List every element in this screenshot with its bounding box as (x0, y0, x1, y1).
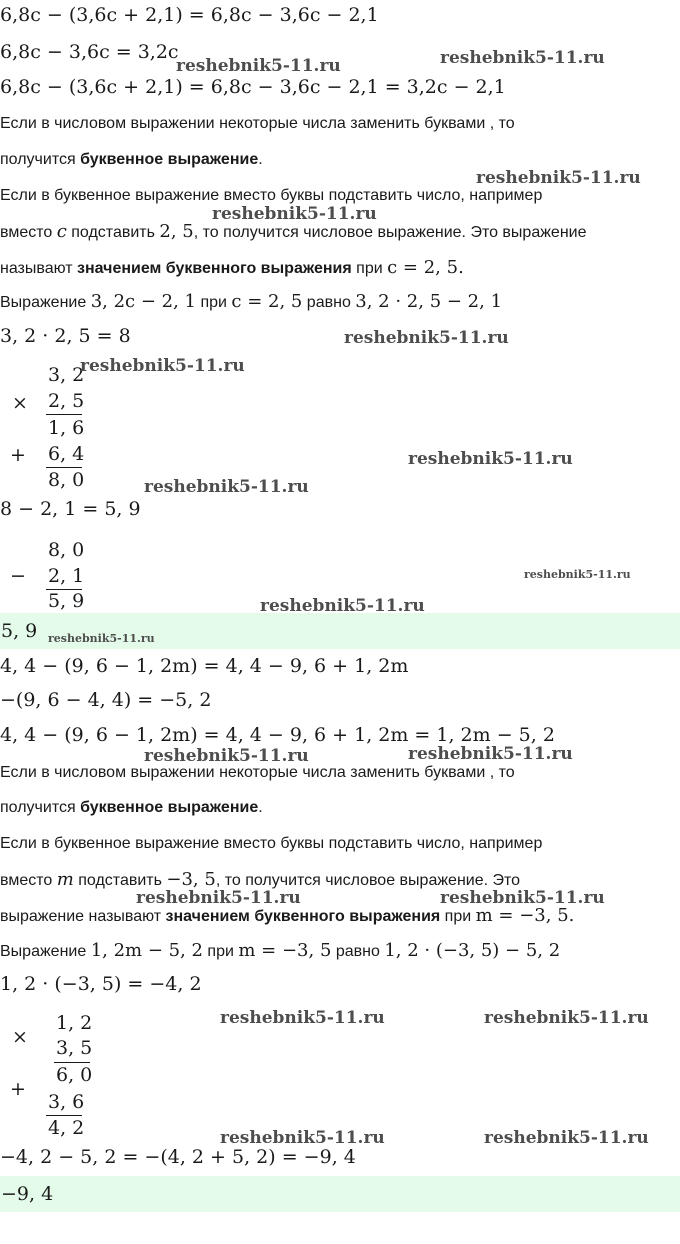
bold-term: значением буквенного выражения (165, 908, 441, 925)
paragraph-line: получится буквенное выражение. (0, 151, 263, 168)
divider-line (54, 1062, 90, 1063)
equation-line: −(9, 6 − 4, 4) = −5, 2 (0, 689, 212, 711)
bold-term: буквенное выражение (80, 799, 259, 816)
watermark: reshebnik5-11.ru (220, 1128, 385, 1148)
watermark: reshebnik5-11.ru (220, 1008, 385, 1028)
paragraph-line: Если в числовом выражении некоторые числа заменить буквами , то (0, 764, 515, 781)
watermark: reshebnik5-11.ru (144, 746, 309, 766)
watermark: reshebnik5-11.ru (408, 449, 573, 469)
paragraph-line: получится буквенное выражение. (0, 799, 263, 816)
bold-term: буквенное выражение (80, 151, 259, 168)
times-sign: × (12, 392, 28, 414)
paragraph-line: называют значением буквенного выражения при c = 2, 5. (0, 257, 464, 278)
paragraph-line: вместо m подставить −3, 5, то получится числовое выражение. Это (0, 869, 521, 890)
plus-sign: + (10, 444, 26, 466)
watermark: reshebnik5-11.ru (484, 1128, 649, 1148)
answer-box (0, 1176, 680, 1212)
equation-line: 1, 2 · (−3, 5) = −4, 2 (0, 973, 202, 995)
plus-sign: + (10, 1078, 26, 1100)
paragraph-line: Если в буквенное выражение вместо буквы подставить число, например (0, 835, 543, 852)
watermark: reshebnik5-11.ru (344, 328, 509, 348)
answer-value: −9, 4 (1, 1183, 54, 1205)
bold-term: значением буквенного выражения (77, 260, 352, 277)
paragraph-line: Выражение 1, 2m − 5, 2 при m = −3, 5 равно 1, 2 · (−3, 5) − 5, 2 (0, 940, 561, 961)
watermark: reshebnik5-11.ru (144, 477, 309, 497)
divider-line (46, 1115, 82, 1116)
watermark: reshebnik5-11.ru (484, 1008, 649, 1028)
paragraph-line: Если в буквенное выражение вместо буквы подставить число, например (0, 187, 543, 204)
equation-line: 3, 2 · 2, 5 = 8 (0, 325, 131, 347)
watermark: reshebnik5-11.ru (408, 744, 573, 764)
watermark: reshebnik5-11.ru (176, 56, 341, 76)
watermark: reshebnik5-11.ru (260, 596, 425, 616)
watermark: reshebnik5-11.ru (440, 888, 605, 908)
answer-value: 5, 9 (1, 620, 38, 642)
watermark: reshebnik5-11.ru (440, 48, 605, 68)
equation-line: −4, 2 − 5, 2 = −(4, 2 + 5, 2) = −9, 4 (0, 1146, 356, 1168)
watermark: reshebnik5-11.ru (136, 888, 301, 908)
equation-line: 4, 4 − (9, 6 − 1, 2m) = 4, 4 − 9, 6 + 1, 2m = 1, 2m − 5, 2 (0, 724, 555, 746)
equation-line: 4, 4 − (9, 6 − 1, 2m) = 4, 4 − 9, 6 + 1, 2m (0, 655, 409, 677)
equation-line: 6,8c − (3,6c + 2,1) = 6,8c − 3,6c − 2,1 (0, 4, 379, 26)
divider-line (46, 467, 82, 468)
minus-sign: − (10, 565, 26, 587)
times-sign: × (12, 1026, 28, 1048)
equation-line: 8 − 2, 1 = 5, 9 (0, 498, 141, 520)
watermark: reshebnik5-11.ru (476, 168, 641, 188)
equation-line: 6,8c − 3,6c = 3,2c (0, 41, 179, 63)
paragraph-line: выражение называют значением буквенного выражения при m = −3, 5. (0, 905, 575, 926)
paragraph-line: вместо c подставить 2, 5, то получится числовое выражение. Это выражение (0, 221, 587, 242)
paragraph-line: Если в числовом выражении некоторые числа заменить буквами , то (0, 115, 515, 132)
watermark: reshebnik5-11.ru (212, 204, 377, 224)
paragraph-line: Выражение 3, 2c − 2, 1 при c = 2, 5 равно 3, 2 · 2, 5 − 2, 1 (0, 291, 503, 312)
equation-line: 6,8c − (3,6c + 2,1) = 6,8c − 3,6c − 2,1 = 3,2c − 2,1 (0, 76, 506, 98)
watermark: reshebnik5-11.ru (524, 568, 631, 581)
divider-line (46, 414, 82, 415)
watermark: reshebnik5-11.ru (80, 356, 245, 376)
watermark: reshebnik5-11.ru (48, 632, 155, 645)
